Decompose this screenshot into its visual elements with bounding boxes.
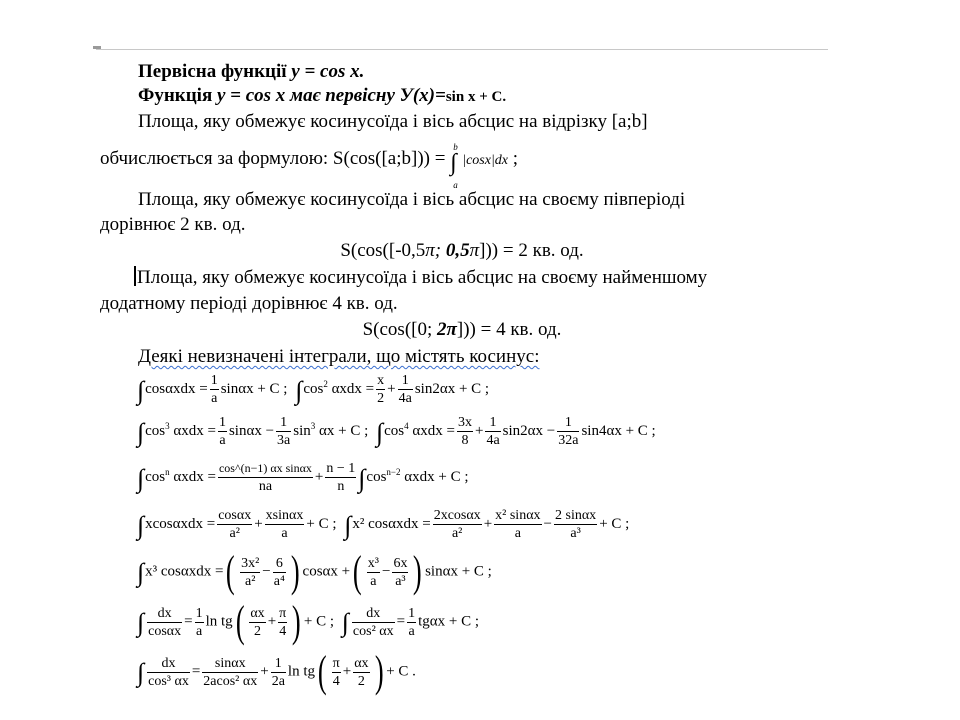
- heading-1-label: Первісна функції: [138, 61, 287, 82]
- right-paren: ): [413, 547, 423, 596]
- heading-2-formula-b: sin x + C.: [445, 89, 507, 105]
- denominator: a: [219, 433, 226, 448]
- formula-text: cosαxdx =: [145, 380, 208, 397]
- formula-text: αxdx =: [169, 422, 216, 439]
- formula-text: αx + C ;: [315, 422, 369, 439]
- right-paren: ): [290, 547, 300, 596]
- formula-text: sinαx + C ;: [425, 563, 492, 580]
- formula-row-7: [137, 647, 416, 696]
- heading-line-1: [138, 60, 364, 84]
- fraction: [376, 372, 385, 407]
- half-period-formula-part-b: 0,5: [441, 240, 470, 261]
- pi-symbol: π;: [425, 240, 442, 261]
- integral-sign: ∫: [358, 463, 366, 493]
- exponent: 4: [404, 420, 409, 431]
- heading-2-formula-a: y = cos x має первісну У(х)=: [216, 85, 446, 106]
- numerator: 3x: [457, 415, 472, 430]
- formula-text: cos: [145, 422, 166, 439]
- denominator: 2acos² αx: [203, 673, 258, 689]
- formula-text: sin2αx + C ;: [414, 380, 490, 397]
- left-paren: (: [317, 647, 327, 696]
- denominator: cos³ αx: [148, 673, 189, 689]
- integrals-section-title: Деякі невизначені інтеграли, що містять косинус:: [138, 346, 540, 367]
- fraction: [398, 372, 413, 407]
- denominator: cosαx: [148, 623, 182, 639]
- fraction: [210, 372, 219, 407]
- formula-text: tgαx + C ;: [418, 613, 479, 630]
- operator: +: [483, 515, 493, 532]
- fraction: [249, 605, 265, 640]
- exponent: 3: [310, 420, 316, 431]
- right-paren: ): [292, 597, 301, 646]
- heading-line-2: [138, 84, 506, 109]
- pi-symbol: π: [469, 240, 480, 261]
- denominator: 4a: [486, 433, 500, 448]
- fraction: [273, 555, 286, 590]
- full-period-formula-part-b: 2: [432, 319, 447, 340]
- fraction: [352, 605, 395, 640]
- area-formula-tail: ;: [508, 148, 519, 169]
- numerator: 1: [195, 605, 203, 621]
- fraction: [195, 605, 204, 640]
- half-period-formula-part-c: ])) = 2 кв. од.: [479, 240, 584, 261]
- full-period-formula-part-a: S(cos([0;: [362, 319, 433, 340]
- numerator: αx: [250, 605, 265, 621]
- denominator: 2: [377, 391, 385, 406]
- fraction: [457, 414, 473, 449]
- half-period-area-formula: [96, 239, 828, 263]
- denominator: na: [258, 479, 273, 494]
- denominator: 4a: [398, 391, 412, 406]
- formula-text: ln tg: [287, 663, 315, 680]
- formula-text: sin: [293, 422, 311, 439]
- paragraph-2-line-2: дорівнює 2 кв. од.: [100, 214, 246, 235]
- numerator: π: [279, 605, 287, 621]
- integral-sign: ∫: [137, 375, 145, 405]
- formula-text: x³ cosαxdx =: [145, 563, 224, 580]
- denominator: 3a: [277, 433, 291, 448]
- fraction: [240, 555, 260, 590]
- fraction: [554, 507, 597, 542]
- denominator: 8: [461, 433, 469, 448]
- numerator: 1: [408, 605, 416, 621]
- denominator: 2: [254, 623, 262, 639]
- integral-sign: ∫: [341, 608, 349, 638]
- numerator: 2 sinαx: [555, 508, 597, 523]
- heading-1-formula: y = cos x.: [291, 61, 365, 82]
- numerator: π: [332, 655, 340, 671]
- operator: =: [184, 613, 193, 630]
- fraction: [353, 655, 369, 690]
- fraction: [278, 605, 287, 640]
- pi-symbol: π: [446, 319, 457, 340]
- right-paren: ): [374, 647, 384, 696]
- operator: −: [262, 563, 271, 580]
- numerator: dx: [147, 605, 182, 623]
- denominator: 2a: [271, 673, 285, 689]
- formula-text: αxdx + C ;: [400, 468, 469, 485]
- paragraph-2-line-1: Площа, яку обмежує косинусоїда і вісь абсцис на своєму півперіоді: [138, 189, 686, 210]
- formula-text: αxdx =: [408, 422, 455, 439]
- text-cursor: [134, 266, 136, 286]
- operator: +: [254, 515, 263, 532]
- fraction: [202, 655, 258, 690]
- denominator: a: [514, 526, 521, 541]
- denominator: 4: [279, 623, 287, 639]
- formula-row-6: [137, 597, 479, 646]
- numerator: cosαx: [218, 508, 252, 523]
- operator: +: [474, 422, 484, 439]
- operator: =: [396, 613, 406, 630]
- full-period-formula-part-c: ])) = 4 кв. од.: [456, 319, 562, 340]
- formula-text: sin4αx + C ;: [581, 422, 656, 439]
- paragraph-3-line-1-text: Площа, яку обмежує косинусоїда і вісь абсцис на своєму найменшому: [137, 267, 708, 288]
- numerator: sinαx: [202, 655, 258, 673]
- denominator: a: [281, 526, 288, 541]
- denominator: a²: [244, 573, 256, 589]
- denominator: cos² αx: [352, 623, 394, 639]
- numerator: 6x: [393, 555, 408, 571]
- operator: +: [314, 468, 324, 485]
- denominator: a: [195, 623, 203, 639]
- fraction: [147, 605, 182, 640]
- numerator: 1: [210, 373, 218, 388]
- numerator: cos^(n−1) αx sinαx: [218, 460, 313, 478]
- denominator: 32a: [558, 433, 579, 448]
- denominator: n: [337, 479, 345, 494]
- formula-text: sin2αx −: [502, 422, 556, 439]
- operator: =: [191, 663, 201, 680]
- formula-text: ln tg: [205, 613, 233, 630]
- fraction: [494, 507, 541, 542]
- integral-sign: ∫: [295, 375, 303, 405]
- fraction: [218, 460, 313, 495]
- operator: +: [342, 663, 352, 680]
- operator: +: [267, 613, 277, 630]
- numerator: 1: [218, 415, 226, 430]
- integral-sign: ∫: [137, 608, 145, 638]
- denominator: a: [408, 623, 415, 639]
- paragraph-1-line-2: [100, 142, 519, 190]
- formula-text: x² cosαxdx =: [352, 515, 431, 532]
- fraction: [147, 655, 190, 690]
- integral-sign: ∫: [450, 150, 457, 176]
- formula-text: + C ;: [306, 515, 337, 532]
- denominator: 4: [332, 673, 340, 689]
- exponent: 2: [323, 378, 328, 389]
- page-top-border: [96, 49, 828, 50]
- denominator: a⁴: [273, 573, 285, 589]
- formula-text: cosαx +: [302, 563, 351, 580]
- numerator: 1: [557, 414, 579, 432]
- formula-text: cos: [303, 380, 324, 397]
- denominator: a: [211, 391, 218, 406]
- operator: +: [260, 663, 269, 680]
- formula-row-2: [137, 414, 656, 449]
- numerator: 1: [276, 414, 291, 432]
- half-period-formula-part-a: S(cos([-0,5: [340, 240, 426, 261]
- integral-sign: ∫: [137, 510, 145, 540]
- page-corner-marker: [93, 46, 101, 49]
- integral-sign: ∫: [137, 558, 145, 588]
- left-paren: (: [235, 597, 245, 646]
- left-paren: (: [353, 547, 362, 596]
- left-paren: (: [226, 547, 236, 596]
- operator: −: [381, 563, 391, 580]
- formula-row-3: [137, 460, 469, 495]
- denominator: a³: [570, 526, 581, 541]
- heading-2-label: Функція: [138, 85, 213, 106]
- denominator: a²: [229, 526, 240, 541]
- integral-sign: ∫: [344, 510, 352, 540]
- fraction: [367, 555, 380, 590]
- fraction: [218, 414, 227, 449]
- fraction: [271, 655, 286, 690]
- denominator: a³: [395, 573, 406, 589]
- numerator: 1: [485, 414, 500, 432]
- exponent: n: [165, 466, 170, 477]
- formula-text: sinαx −: [228, 422, 275, 439]
- exponent: n−2: [386, 466, 401, 477]
- numerator: x³: [367, 555, 379, 571]
- formula-text: + C ;: [599, 515, 630, 532]
- operator: +: [387, 380, 396, 397]
- full-period-area-formula: [96, 318, 828, 342]
- formula-text: + C .: [386, 663, 416, 680]
- numerator: dx: [147, 655, 190, 673]
- numerator: x: [377, 373, 385, 388]
- integral-sign: ∫: [137, 417, 145, 447]
- fraction: [485, 414, 500, 449]
- area-formula-text: обчислюється за формулою: S(cos([a;b])) =: [100, 148, 451, 169]
- fraction: [433, 507, 482, 542]
- formula-text: cos: [366, 468, 387, 485]
- numerator: 3x²: [241, 555, 260, 571]
- denominator: a: [370, 573, 377, 589]
- formula-text: cos: [384, 422, 405, 439]
- fraction: [276, 414, 291, 449]
- formula-text: sinαx + C ;: [220, 380, 288, 397]
- formula-text: + C ;: [303, 613, 335, 630]
- formula-text: cos: [145, 468, 166, 485]
- denominator: 2: [357, 673, 365, 689]
- numerator: n − 1: [326, 461, 356, 476]
- paragraph-3-line-1: [134, 266, 707, 290]
- fraction: [332, 655, 341, 690]
- fraction: [407, 605, 416, 640]
- integral-lower-limit: a: [453, 180, 458, 190]
- numerator: αx: [354, 655, 369, 671]
- paragraph-1-line-1: Площа, яку обмежує косинусоїда і вісь абсцис на відрізку [a;b]: [138, 111, 648, 132]
- fraction: [325, 460, 356, 495]
- formula-text: αxdx =: [169, 468, 216, 485]
- integral-sign: ∫: [137, 463, 145, 493]
- numerator: 6: [273, 555, 286, 573]
- exponent: 3: [165, 420, 170, 431]
- numerator: dx: [352, 605, 395, 623]
- integral-upper-limit: b: [453, 142, 458, 152]
- numerator: xsinαx: [265, 508, 304, 523]
- formula-text: αxdx =: [327, 380, 375, 397]
- fraction: [392, 555, 408, 590]
- fraction: [265, 507, 305, 542]
- fraction: [217, 507, 252, 542]
- operator: −: [543, 515, 552, 532]
- numerator: x² sinαx: [495, 508, 541, 523]
- integral-sign: ∫: [137, 658, 145, 688]
- formula-row-5: [137, 547, 492, 596]
- numerator: 1: [398, 372, 413, 390]
- paragraph-3-line-2: додатному періоді дорівнює 4 кв. од.: [100, 293, 398, 314]
- numerator: 2xcosαx: [433, 508, 481, 523]
- fraction: [557, 414, 579, 449]
- formula-row-4: [137, 507, 629, 542]
- integral-sign: ∫: [376, 417, 384, 447]
- numerator: 1: [271, 655, 286, 673]
- definite-integral: [450, 142, 462, 190]
- integrand-abs-cos: |cosx|dx: [462, 153, 509, 168]
- denominator: a²: [451, 526, 463, 541]
- formula-text: xcosαxdx =: [145, 515, 216, 532]
- formula-row-1: [137, 372, 489, 407]
